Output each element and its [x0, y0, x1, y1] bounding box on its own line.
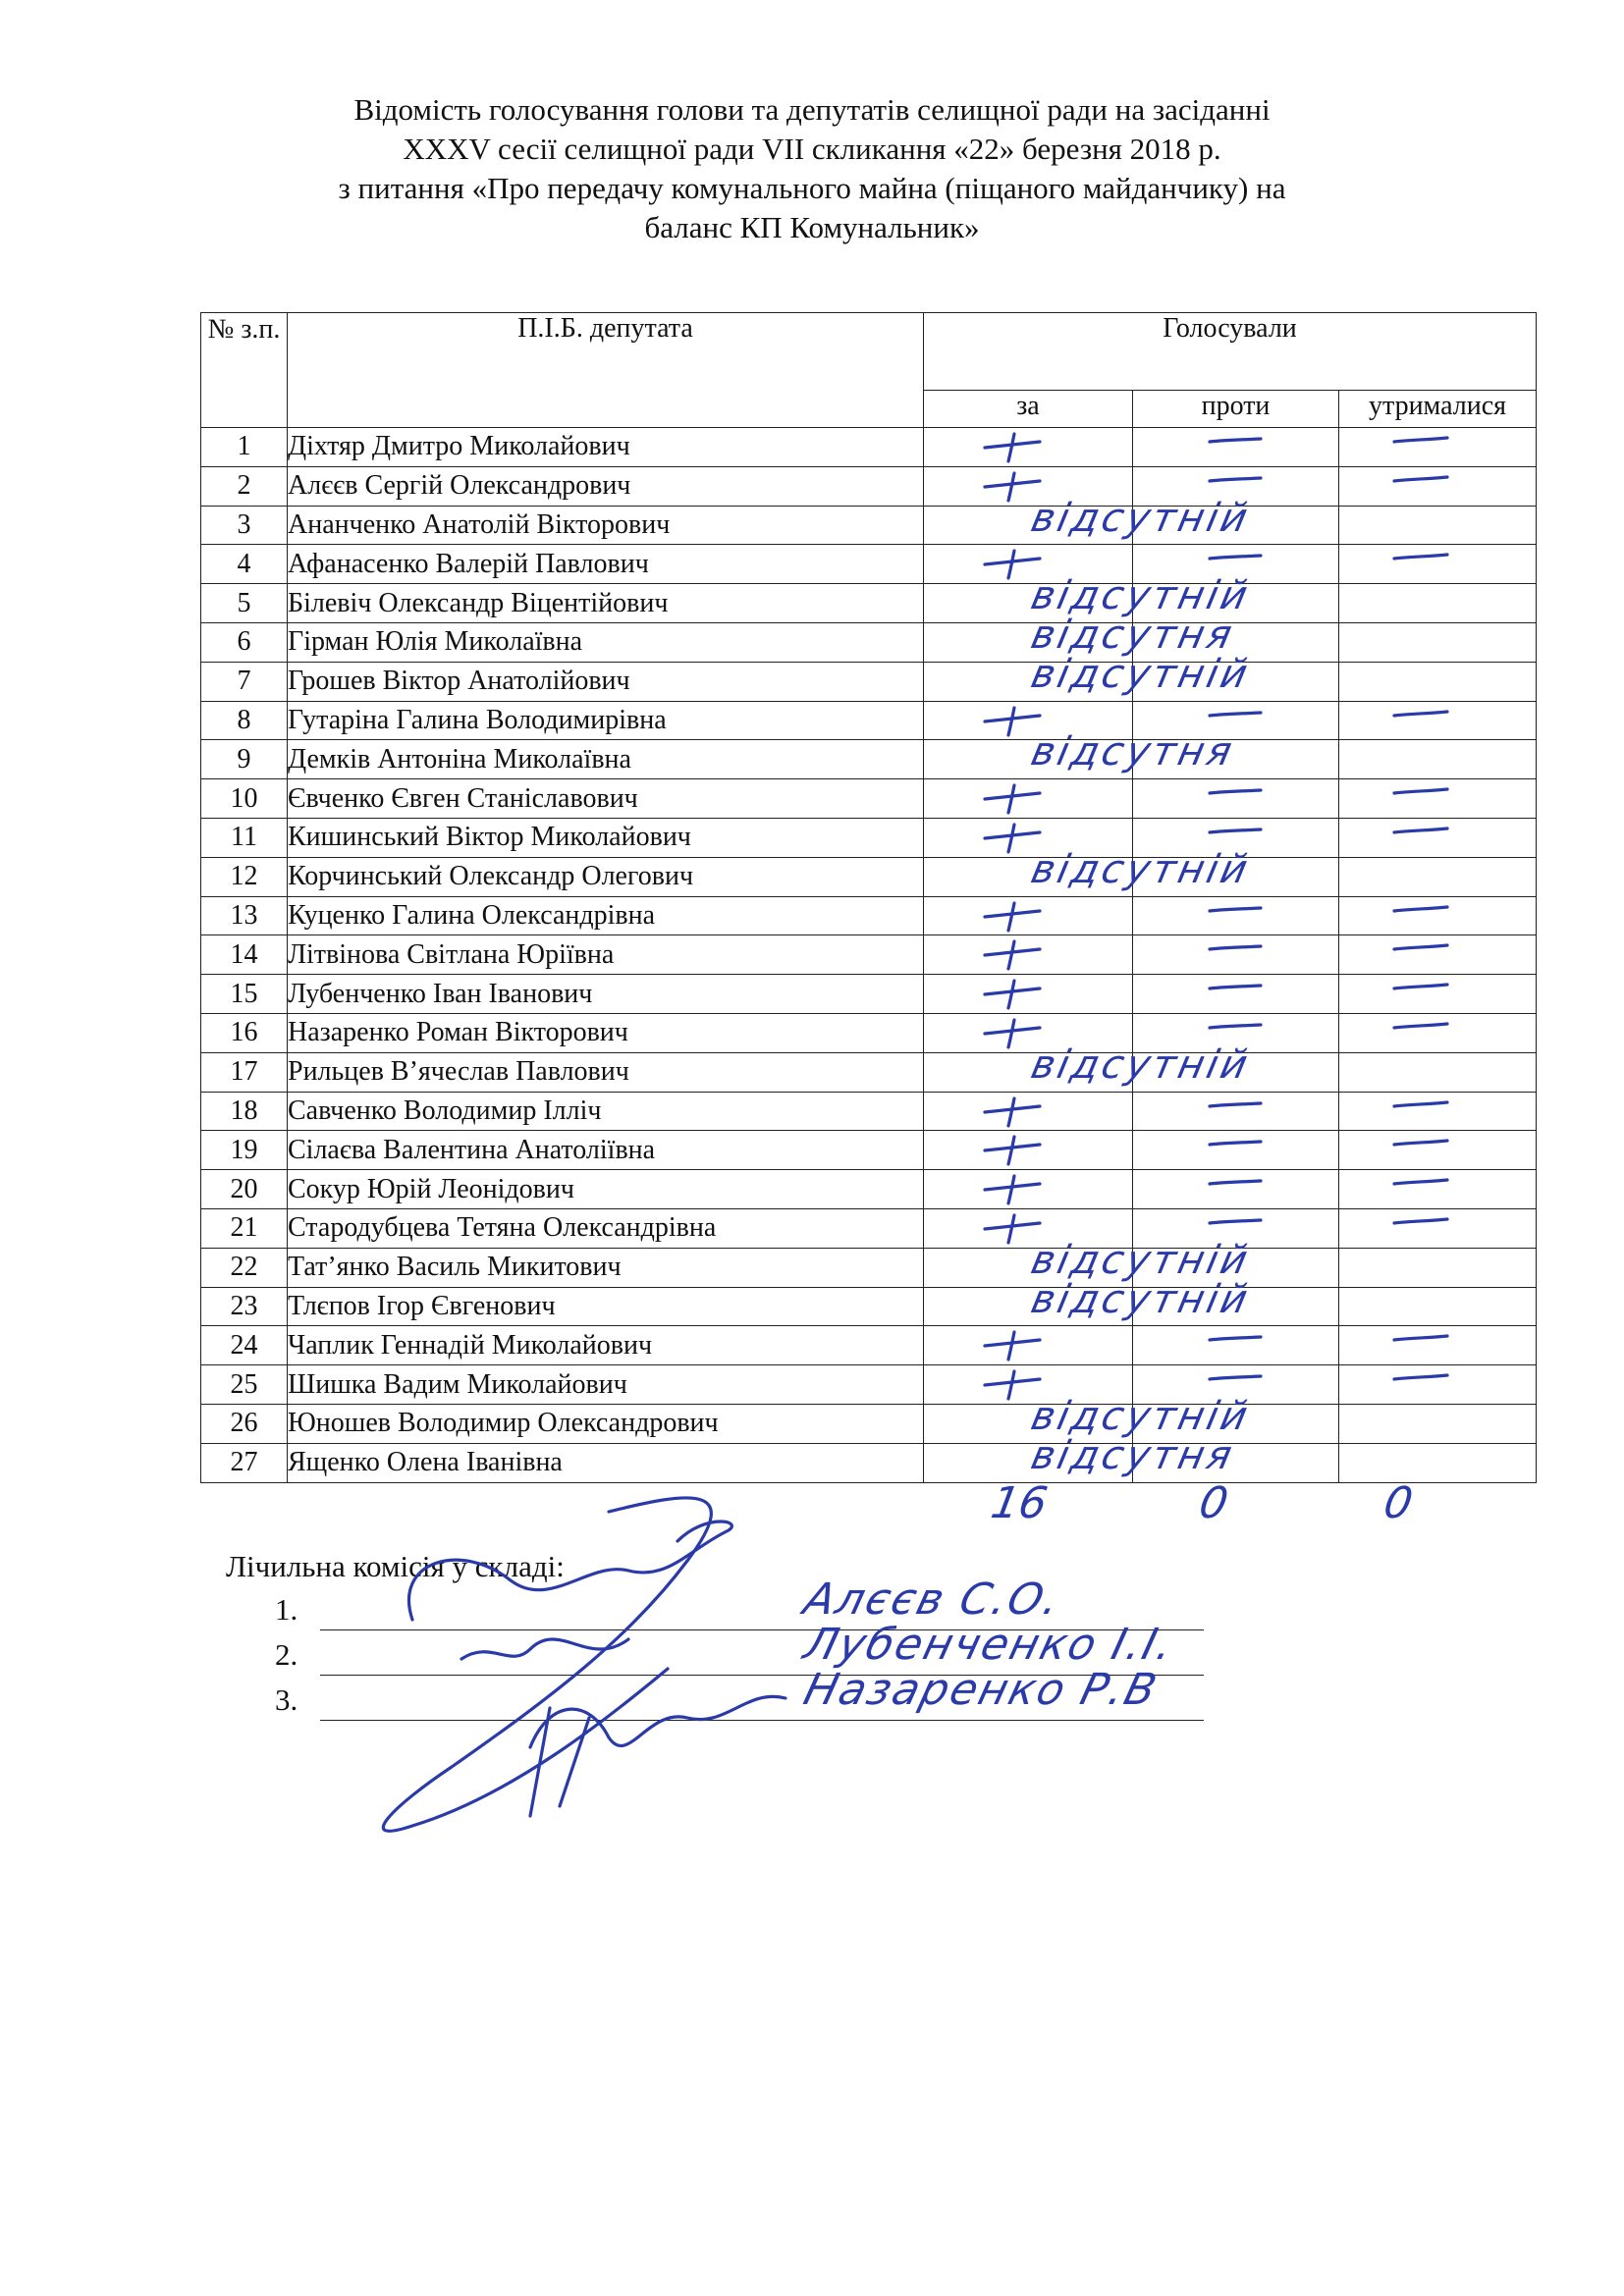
header-for: за	[924, 391, 1133, 428]
table-row	[201, 1287, 1537, 1326]
dash-mark	[1339, 467, 1536, 507]
absent-mark: відсутній	[1027, 651, 1255, 697]
row-number: 13	[201, 896, 288, 935]
document-title	[196, 90, 1428, 247]
vote-against-cell	[1133, 975, 1339, 1014]
member-name: Назаренко Р.В	[798, 1665, 1164, 1715]
row-number: 10	[201, 779, 288, 819]
mark-label	[924, 897, 925, 899]
vote-against-cell	[1133, 1013, 1339, 1052]
deputy-name: Кишинський Віктор Миколайович	[288, 818, 924, 857]
plus-mark	[924, 935, 1120, 975]
row-number: 15	[201, 975, 288, 1014]
title-line-3: з питання «Про передачу комунального майна (піщаного майданчику) на	[338, 171, 1286, 205]
vote-for-cell	[924, 651, 1255, 701]
mark-label	[924, 1170, 925, 1172]
absent-mark: відсутня	[1027, 612, 1239, 658]
vote-for-cell	[924, 1170, 1133, 1209]
plus-mark	[924, 1170, 1120, 1209]
vote-abstain-cell	[1339, 1131, 1537, 1170]
title-line-4: баланс КП Комунальник»	[644, 210, 980, 244]
vote-abstain-cell	[1339, 506, 1537, 545]
dash-mark	[1133, 935, 1329, 975]
dash-mark	[1339, 1326, 1536, 1365]
vote-abstain-cell	[1339, 740, 1537, 779]
vote-abstain-cell	[1339, 1443, 1537, 1482]
row-number: 16	[201, 1013, 288, 1052]
vote-against-cell	[1133, 622, 1339, 662]
absent-mark: відсутній	[1027, 1041, 1255, 1088]
plus-mark	[924, 1209, 1120, 1249]
deputy-name: Сілаєва Валентина Анатоліївна	[288, 1131, 924, 1170]
deputy-name: Грошев Віктор Анатолійович	[288, 662, 924, 701]
mark-label	[1339, 1326, 1341, 1328]
table-row	[201, 935, 1537, 975]
table-row	[201, 662, 1537, 701]
mark-label	[1133, 975, 1135, 977]
table-row	[201, 896, 1537, 935]
commission-member-3	[275, 1665, 1218, 1726]
deputy-name: Діхтяр Дмитро Миколайович	[288, 428, 924, 467]
table-row	[201, 1443, 1537, 1482]
vote-for-cell	[924, 573, 1255, 623]
table-row	[201, 740, 1537, 779]
vote-abstain-cell	[1339, 466, 1537, 506]
absent-mark: відсутній	[1027, 1393, 1255, 1439]
table-row	[201, 1208, 1537, 1248]
vote-against-cell	[1133, 779, 1339, 819]
deputy-name: Гірман Юлія Миколаївна	[288, 622, 924, 662]
voting-table-body	[201, 428, 1537, 1483]
deputy-name: Куценко Галина Олександрівна	[288, 896, 924, 935]
vote-for-cell	[924, 896, 1133, 935]
plus-mark	[924, 1365, 1120, 1405]
vote-against-cell	[1133, 1404, 1339, 1443]
deputy-name: Гутаріна Галина Володимирівна	[288, 701, 924, 740]
mark-label	[1339, 1170, 1341, 1172]
table-row	[201, 779, 1537, 819]
vote-for-cell	[924, 1131, 1133, 1170]
dash-mark	[1133, 702, 1329, 741]
table-row	[201, 1404, 1537, 1443]
vote-for-cell	[924, 545, 1133, 584]
mark-label	[1339, 702, 1341, 704]
dash-mark	[1133, 428, 1329, 467]
mark-label	[1339, 819, 1341, 821]
deputy-name: Савченко Володимир Ілліч	[288, 1092, 924, 1131]
table-row	[201, 428, 1537, 467]
vote-abstain-cell	[1339, 857, 1537, 896]
member-name: Лубенченко І.І.	[798, 1620, 1180, 1670]
vote-against-cell	[1133, 428, 1339, 467]
deputy-name: Сокур Юрій Леонідович	[288, 1170, 924, 1209]
vote-for-cell	[924, 1237, 1255, 1287]
vote-against-cell	[1133, 896, 1339, 935]
deputy-name: Алєєв Сергій Олександрович	[288, 466, 924, 506]
table-row	[201, 506, 1537, 545]
vote-against-cell	[1133, 701, 1339, 740]
vote-abstain-cell	[1339, 1092, 1537, 1131]
row-number: 27	[201, 1443, 288, 1482]
vote-for-cell	[924, 846, 1255, 896]
dash-mark	[1339, 975, 1536, 1014]
member-name: Алєєв С.О.	[798, 1575, 1067, 1625]
absent-mark: відсутній	[1027, 1237, 1255, 1283]
mark-label	[1339, 779, 1341, 781]
mark-label	[1133, 702, 1135, 704]
mark-label	[924, 702, 925, 704]
vote-for-cell	[924, 1365, 1133, 1405]
table-row	[201, 857, 1537, 896]
vote-for-cell	[924, 495, 1255, 545]
mark-label	[924, 1365, 925, 1367]
mark-label	[1133, 545, 1135, 547]
table-row	[201, 1131, 1537, 1170]
row-number: 14	[201, 935, 288, 975]
vote-against-cell	[1133, 1052, 1339, 1092]
vote-against-cell	[1133, 506, 1339, 545]
plus-mark	[924, 545, 1120, 584]
member-index: 2.	[275, 1637, 298, 1672]
vote-abstain-cell	[1339, 779, 1537, 819]
vote-for-cell	[924, 818, 1133, 857]
vote-against-cell	[1133, 662, 1339, 701]
mark-label	[1133, 897, 1135, 899]
mark-label	[924, 1131, 925, 1133]
vote-for-cell	[924, 1432, 1239, 1482]
deputy-name: Тлєпов Ігор Євгенович	[288, 1287, 924, 1326]
dash-mark	[1133, 545, 1329, 584]
deputy-name: Афанасенко Валерій Павлович	[288, 545, 924, 584]
mark-label	[1133, 1014, 1135, 1016]
deputy-name: Ященко Олена Іванівна	[288, 1443, 924, 1482]
dash-mark	[1339, 1131, 1536, 1170]
row-number: 17	[201, 1052, 288, 1092]
table-row	[201, 622, 1537, 662]
title-line-1: Відомість голосування голови та депутатів селищної ради на засіданні	[353, 92, 1271, 127]
table-row	[201, 545, 1537, 584]
mark-label	[1133, 779, 1135, 781]
mark-label	[924, 428, 925, 430]
commission-label: Лічильна комісія у складі:	[226, 1549, 565, 1583]
mark-label	[924, 1093, 925, 1095]
vote-for-cell	[924, 975, 1133, 1014]
header-abstain: утрималися	[1339, 391, 1537, 428]
dash-mark	[1133, 975, 1329, 1014]
dash-mark	[1133, 1014, 1329, 1053]
vote-against-cell	[1133, 935, 1339, 975]
dash-mark	[1133, 1326, 1329, 1365]
absent-mark: відсутній	[1027, 573, 1255, 619]
vote-against-cell	[1133, 466, 1339, 506]
vote-for-cell	[924, 1393, 1255, 1443]
mark-label	[1133, 467, 1135, 469]
vote-for-cell	[924, 935, 1133, 975]
mark-label	[1133, 1326, 1135, 1328]
vote-abstain-cell	[1339, 975, 1537, 1014]
row-number: 18	[201, 1092, 288, 1131]
row-number: 2	[201, 466, 288, 506]
header-voted: Голосували	[924, 313, 1537, 391]
dash-mark	[1133, 897, 1329, 936]
row-number: 1	[201, 428, 288, 467]
mark-label	[1339, 1014, 1341, 1016]
mark-label	[924, 975, 925, 977]
deputy-name: Назаренко Роман Вікторович	[288, 1013, 924, 1052]
mark-label	[1133, 1170, 1135, 1172]
dash-mark	[1339, 545, 1536, 584]
vote-abstain-cell	[1339, 1208, 1537, 1248]
row-number: 6	[201, 622, 288, 662]
mark-label	[1339, 545, 1341, 547]
vote-against-cell	[1133, 1248, 1339, 1287]
mark-label	[1133, 428, 1135, 430]
mark-label	[1133, 1209, 1135, 1211]
vote-for-cell	[924, 1276, 1255, 1326]
vote-against-cell	[1133, 1092, 1339, 1131]
table-row	[201, 1013, 1537, 1052]
vote-against-cell	[1133, 857, 1339, 896]
vote-abstain-cell	[1339, 622, 1537, 662]
header-name: П.І.Б. депутата	[288, 313, 924, 428]
row-number: 9	[201, 740, 288, 779]
table-row	[201, 1170, 1537, 1209]
vote-abstain-cell	[1339, 818, 1537, 857]
mark-label	[1133, 819, 1135, 821]
deputy-name: Демків Антоніна Миколаївна	[288, 740, 924, 779]
dash-mark	[1339, 1170, 1536, 1209]
plus-mark	[924, 428, 1120, 467]
vote-abstain-cell	[1339, 1170, 1537, 1209]
dash-mark	[1133, 1365, 1329, 1405]
mark-label	[1339, 1131, 1341, 1133]
deputy-name: Шишка Вадим Миколайович	[288, 1365, 924, 1405]
mark-label	[1339, 467, 1341, 469]
vote-abstain-cell	[1339, 896, 1537, 935]
dash-mark	[1133, 1093, 1329, 1132]
mark-label	[1133, 1093, 1135, 1095]
vote-abstain-cell	[1339, 701, 1537, 740]
plus-mark	[924, 1014, 1120, 1053]
vote-for-cell	[924, 779, 1133, 819]
absent-mark: відсутній	[1027, 495, 1255, 541]
table-row	[201, 1326, 1537, 1365]
signature-line	[320, 1720, 1204, 1721]
vote-abstain-cell	[1339, 1326, 1537, 1365]
member-index: 3.	[275, 1682, 298, 1717]
vote-against-cell	[1133, 740, 1339, 779]
mark-label	[1133, 1365, 1135, 1367]
mark-label	[924, 1209, 925, 1211]
table-row	[201, 466, 1537, 506]
vote-against-cell	[1133, 1326, 1339, 1365]
plus-mark	[924, 897, 1120, 936]
voting-table	[200, 312, 1537, 1483]
dash-mark	[1133, 467, 1329, 507]
mark-label	[1339, 1209, 1341, 1211]
vote-abstain-cell	[1339, 1248, 1537, 1287]
table-row	[201, 1092, 1537, 1131]
dash-mark	[1339, 779, 1536, 819]
deputy-name: Літвінова Світлана Юріївна	[288, 935, 924, 975]
absent-mark: відсутній	[1027, 1276, 1255, 1322]
vote-for-cell	[924, 1326, 1133, 1365]
deputy-name: Корчинський Олександр Олегович	[288, 857, 924, 896]
vote-abstain-cell	[1339, 935, 1537, 975]
mark-label	[1339, 897, 1341, 899]
vote-for-cell	[924, 701, 1133, 740]
mark-label	[924, 467, 925, 469]
dash-mark	[1133, 1209, 1329, 1249]
row-number: 20	[201, 1170, 288, 1209]
dash-mark	[1339, 1209, 1536, 1249]
total-against: 0	[1195, 1478, 1232, 1528]
plus-mark	[924, 819, 1120, 858]
vote-for-cell	[924, 1013, 1133, 1052]
vote-against-cell	[1133, 1287, 1339, 1326]
row-number: 5	[201, 584, 288, 623]
row-number: 26	[201, 1404, 288, 1443]
vote-abstain-cell	[1339, 584, 1537, 623]
table-row	[201, 701, 1537, 740]
table-row	[201, 1052, 1537, 1092]
title-line-2: XXXV сесії селищної ради VІІ скликання «22» березня 2018 р.	[403, 132, 1221, 166]
row-number: 8	[201, 701, 288, 740]
deputy-name: Рильцев В’ячеслав Павлович	[288, 1052, 924, 1092]
total-abstain: 0	[1380, 1478, 1417, 1528]
vote-abstain-cell	[1339, 545, 1537, 584]
dash-mark	[1339, 819, 1536, 858]
plus-mark	[924, 467, 1120, 507]
total-for: 16	[987, 1478, 1052, 1528]
mark-label	[1339, 1093, 1341, 1095]
deputy-name: Євченко Євген Станіславович	[288, 779, 924, 819]
vote-for-cell	[924, 1208, 1133, 1248]
mark-label	[924, 935, 925, 937]
mark-label	[924, 1326, 925, 1328]
vote-against-cell	[1133, 1208, 1339, 1248]
mark-label	[924, 819, 925, 821]
absent-mark: відсутня	[1027, 729, 1239, 775]
mark-label	[1339, 1365, 1341, 1367]
deputy-name: Тат’янко Василь Микитович	[288, 1248, 924, 1287]
row-number: 3	[201, 506, 288, 545]
row-number: 21	[201, 1208, 288, 1248]
vote-for-cell	[924, 428, 1133, 467]
table-row	[201, 975, 1537, 1014]
vote-against-cell	[1133, 545, 1339, 584]
mark-label	[924, 779, 925, 781]
dash-mark	[1133, 779, 1329, 819]
vote-for-cell	[924, 612, 1239, 662]
vote-abstain-cell	[1339, 428, 1537, 467]
vote-against-cell	[1133, 584, 1339, 623]
header-against: проти	[1133, 391, 1339, 428]
vote-for-cell	[924, 466, 1133, 506]
deputy-name: Стародубцева Тетяна Олександрівна	[288, 1208, 924, 1248]
mark-label	[1339, 935, 1341, 937]
plus-mark	[924, 975, 1120, 1014]
vote-abstain-cell	[1339, 1404, 1537, 1443]
dash-mark	[1133, 1131, 1329, 1170]
absent-mark: відсутня	[1027, 1432, 1239, 1478]
header-number: № з.п.	[201, 313, 288, 428]
vote-for-cell	[924, 1092, 1133, 1131]
vote-against-cell	[1133, 1131, 1339, 1170]
vote-against-cell	[1133, 818, 1339, 857]
vote-for-cell	[924, 729, 1239, 779]
row-number: 25	[201, 1365, 288, 1405]
deputy-name: Чаплик Геннадій Миколайович	[288, 1326, 924, 1365]
row-number: 12	[201, 857, 288, 896]
mark-label	[924, 545, 925, 547]
deputy-name: Білевіч Олександр Віцентійович	[288, 584, 924, 623]
vote-abstain-cell	[1339, 662, 1537, 701]
row-number: 22	[201, 1248, 288, 1287]
plus-mark	[924, 1093, 1120, 1132]
absent-mark: відсутній	[1027, 846, 1255, 892]
member-index: 1.	[275, 1592, 298, 1627]
plus-mark	[924, 779, 1120, 819]
row-number: 24	[201, 1326, 288, 1365]
dash-mark	[1339, 1014, 1536, 1053]
vote-for-cell	[924, 1041, 1255, 1092]
deputy-name: Юношев Володимир Олександрович	[288, 1404, 924, 1443]
plus-mark	[924, 702, 1120, 741]
dash-mark	[1339, 1093, 1536, 1132]
row-number: 23	[201, 1287, 288, 1326]
dash-mark	[1133, 819, 1329, 858]
vote-totals	[0, 1478, 1624, 1537]
table-row	[201, 1248, 1537, 1287]
mark-label	[924, 1014, 925, 1016]
dash-mark	[1133, 1170, 1329, 1209]
plus-mark	[924, 1326, 1120, 1365]
plus-mark	[924, 1131, 1120, 1170]
vote-abstain-cell	[1339, 1365, 1537, 1405]
dash-mark	[1339, 935, 1536, 975]
mark-label	[1339, 428, 1341, 430]
table-row	[201, 584, 1537, 623]
row-number: 19	[201, 1131, 288, 1170]
vote-abstain-cell	[1339, 1287, 1537, 1326]
row-number: 4	[201, 545, 288, 584]
deputy-name: Ананченко Анатолій Вікторович	[288, 506, 924, 545]
vote-against-cell	[1133, 1170, 1339, 1209]
dash-mark	[1339, 1365, 1536, 1405]
row-number: 7	[201, 662, 288, 701]
dash-mark	[1339, 428, 1536, 467]
deputy-name: Лубенченко Іван Іванович	[288, 975, 924, 1014]
mark-label	[1133, 935, 1135, 937]
vote-abstain-cell	[1339, 1052, 1537, 1092]
vote-against-cell	[1133, 1365, 1339, 1405]
dash-mark	[1339, 702, 1536, 741]
row-number: 11	[201, 818, 288, 857]
table-row	[201, 1365, 1537, 1405]
vote-abstain-cell	[1339, 1013, 1537, 1052]
table-row	[201, 818, 1537, 857]
mark-label	[1339, 975, 1341, 977]
dash-mark	[1339, 897, 1536, 936]
mark-label	[1133, 1131, 1135, 1133]
vote-against-cell	[1133, 1443, 1339, 1482]
